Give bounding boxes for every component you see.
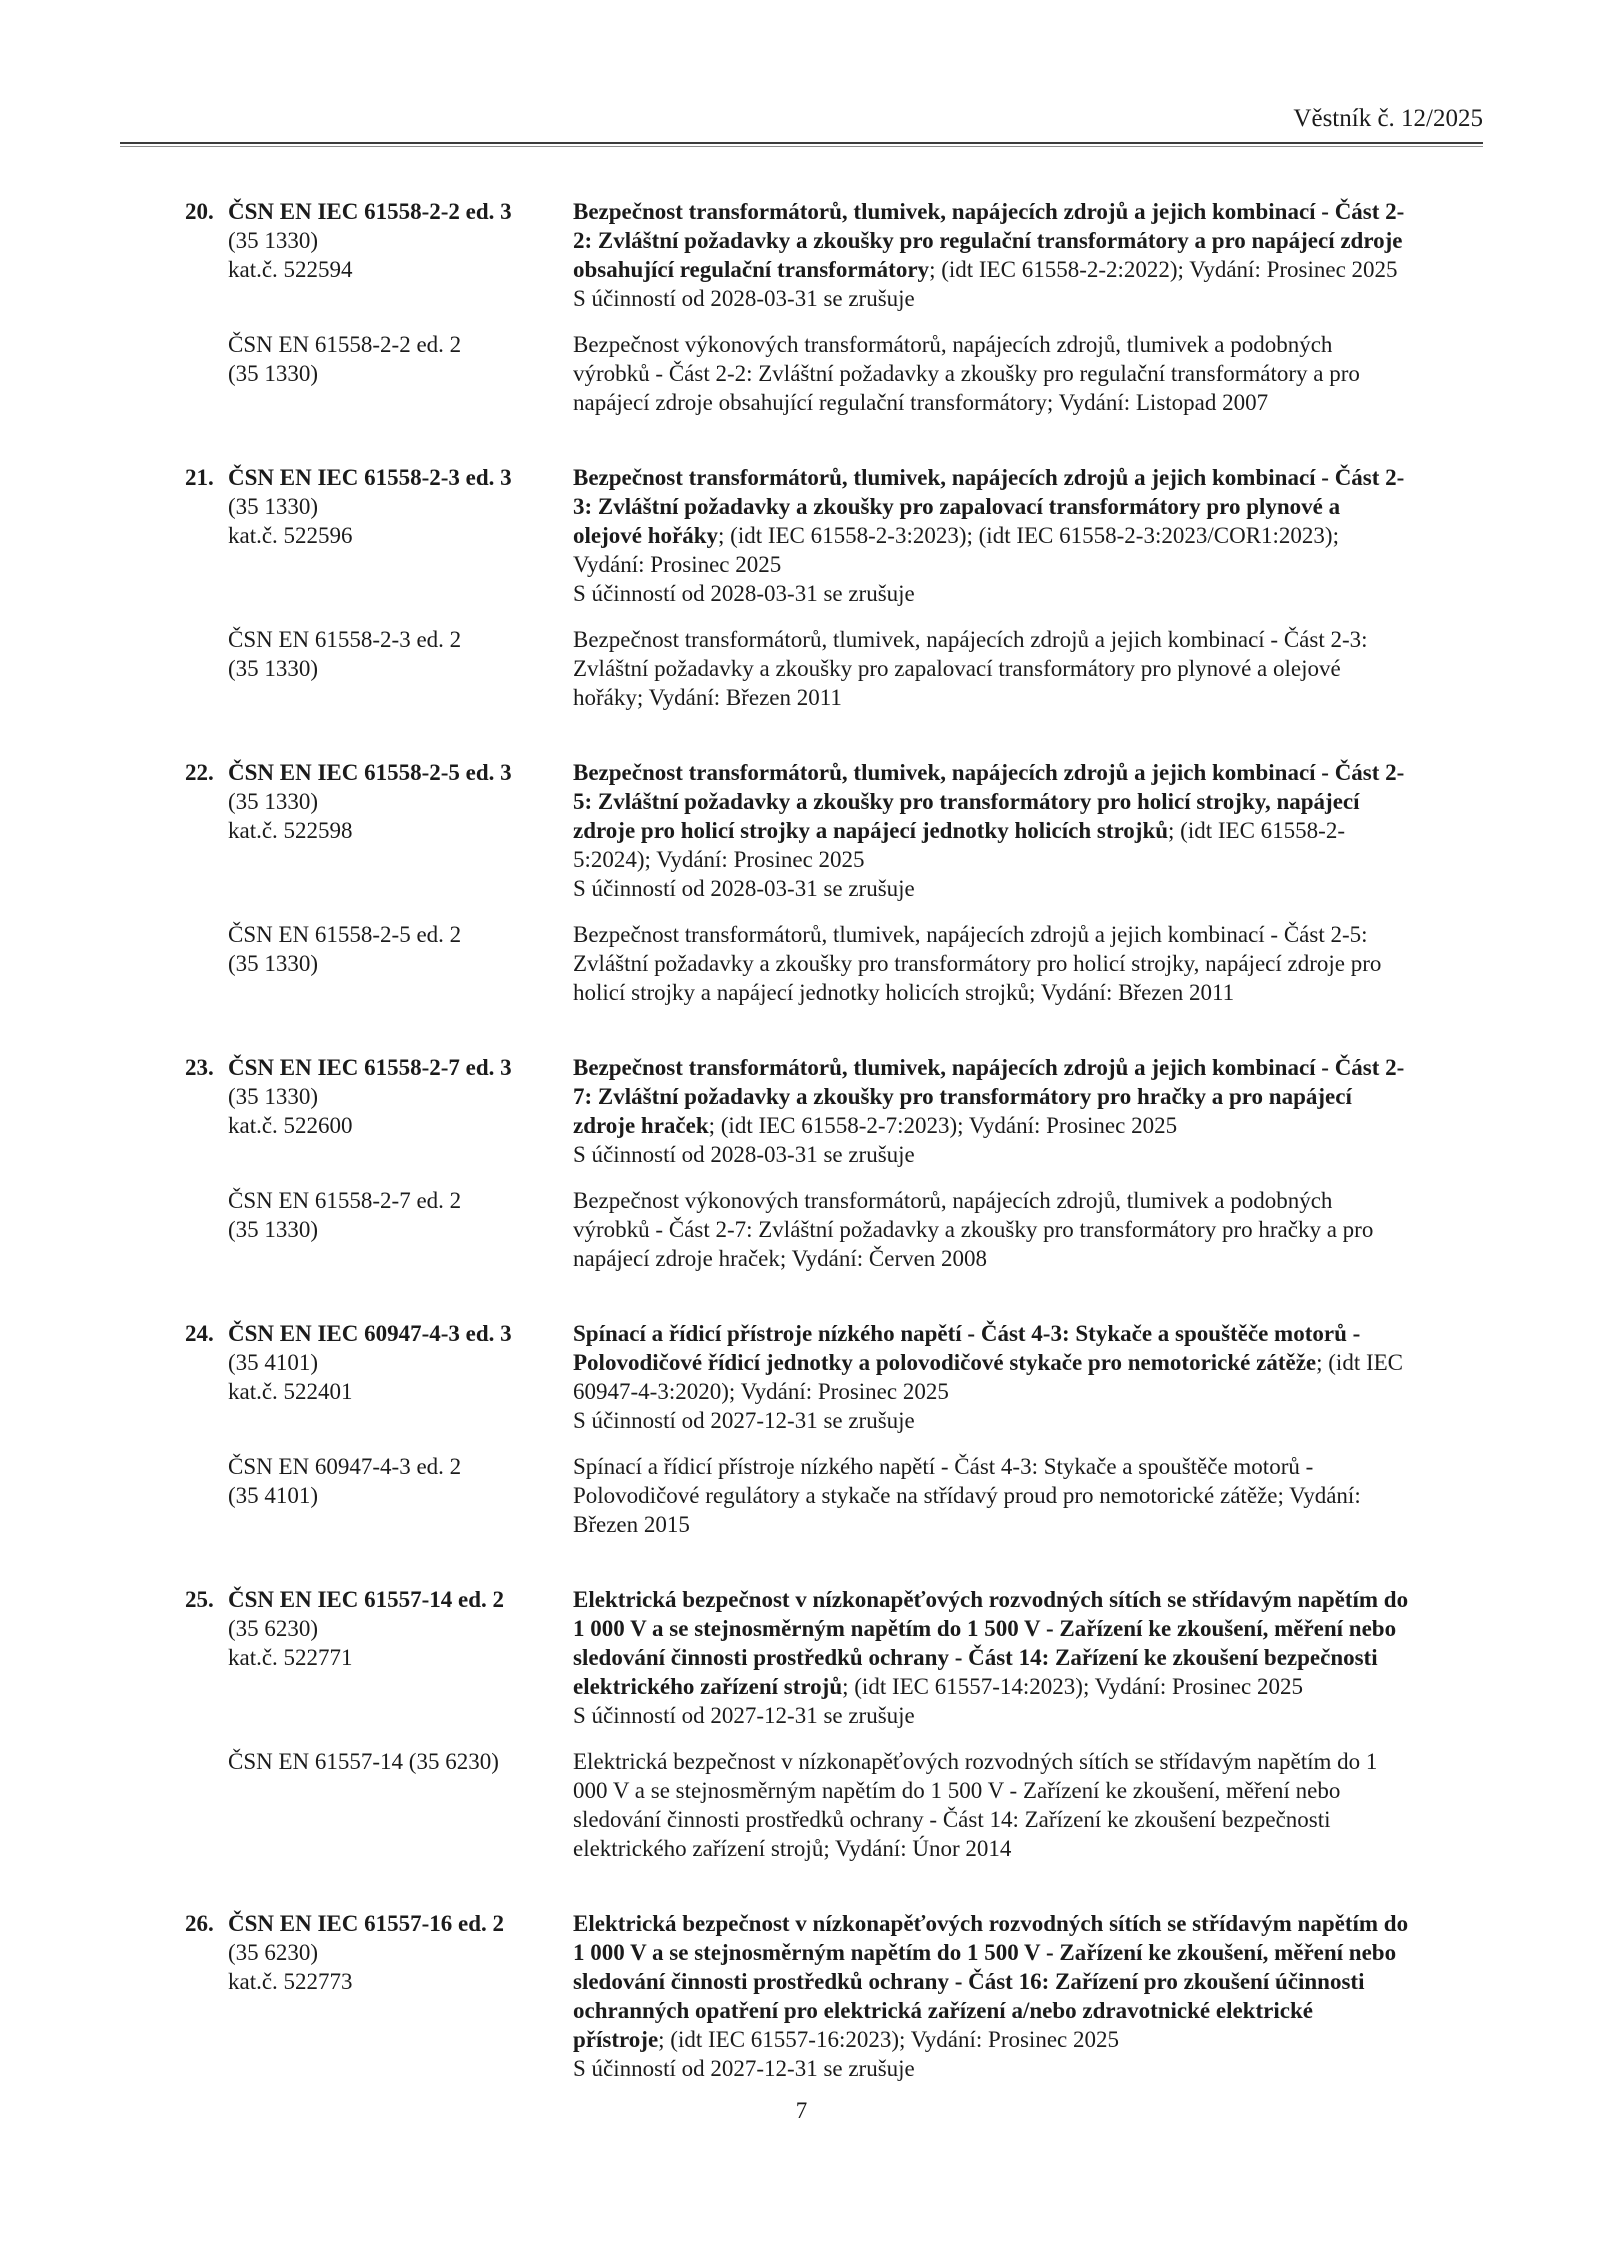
standard-class: (35 1330) — [228, 494, 319, 519]
entry-left-column — [228, 1909, 573, 2083]
entry-main-row — [120, 463, 1483, 608]
replaced-right-column — [573, 1186, 1483, 1273]
header-rule — [120, 142, 1483, 147]
standard-id: ČSN EN IEC 60947-4-3 ed. 3 — [228, 1321, 512, 1346]
standard-title — [573, 758, 1410, 874]
replaced-standard-id: ČSN EN 61558-2-2 ed. 2 — [228, 332, 462, 357]
effective-note: S účinností od 2028-03-31 se zrušuje — [573, 286, 915, 311]
replaced-left-column — [228, 1452, 573, 1539]
standard-entry — [120, 1319, 1483, 1539]
replaced-standard-row — [120, 1186, 1483, 1273]
replaced-left-column — [228, 330, 573, 417]
effective-note: S účinností od 2027-12-31 se zrušuje — [573, 2056, 915, 2081]
replaced-standard-class: (35 1330) — [228, 361, 319, 386]
standard-title-rest: ; (idt IEC 61558-2-5:2024); Vydání: Prosinec 2025 — [573, 818, 1345, 872]
entry-right-column — [573, 1585, 1483, 1730]
standard-title-rest: ; (idt IEC 61558-2-3:2023); (idt IEC 61558-2-3:2023/COR1:2023); Vydání: Prosinec 2025 — [573, 523, 1339, 577]
replaced-left-column — [228, 920, 573, 1007]
standards-list — [120, 197, 1483, 2083]
entry-left-column — [228, 758, 573, 903]
replaced-description: Elektrická bezpečnost v nízkonapěťových rozvodných sítích se střídavým napětím do 1 000 V a se stejnosměrným napětím do 1 500 V - Zařízení ke zkoušení, měření nebo sledování činnosti prostředků ochrany - Část 14: Zařízení ke zkoušení bezpečnosti elektrického zařízení strojů; Vydání: Únor 2014 — [573, 1749, 1378, 1861]
catalog-number: kat.č. 522401 — [228, 1379, 353, 1404]
standard-class: (35 6230) — [228, 1940, 319, 1965]
replaced-right-column — [573, 1452, 1483, 1539]
entry-number: 21. — [185, 465, 214, 490]
standard-title-rest: ; (idt IEC 61557-16:2023); Vydání: Prosinec 2025 — [658, 2027, 1119, 2052]
replaced-standard-row — [120, 625, 1483, 712]
effective-note: S účinností od 2027-12-31 se zrušuje — [573, 1408, 915, 1433]
replaced-right-column — [573, 625, 1483, 712]
standard-entry — [120, 463, 1483, 712]
standard-title — [573, 1585, 1410, 1701]
standard-id: ČSN EN IEC 61558-2-3 ed. 3 — [228, 465, 512, 490]
standard-class: (35 6230) — [228, 1616, 319, 1641]
entry-right-column — [573, 197, 1483, 313]
standard-title-bold: Elektrická bezpečnost v nízkonapěťových rozvodných sítích se střídavým napětím do 1 000 V a se stejnosměrným napětím do 1 500 V - Zařízení ke zkoušení, měření nebo sledování činnosti prostředků ochrany - Část 14: Zařízení ke zkoušení bezpečnosti elektrického zařízení strojů — [573, 1587, 1409, 1699]
entry-number: 24. — [185, 1321, 214, 1346]
standard-title-bold: Bezpečnost transformátorů, tlumivek, napájecích zdrojů a jejich kombinací - Část 2-3: Zvláštní požadavky a zkoušky pro zapalovací transformátory pro plynové a olejové hořáky — [573, 465, 1405, 548]
standard-id: ČSN EN IEC 61558-2-5 ed. 3 — [228, 760, 512, 785]
effective-note: S účinností od 2027-12-31 se zrušuje — [573, 1703, 915, 1728]
entry-number: 26. — [185, 1911, 214, 1936]
replaced-left-column — [228, 1186, 573, 1273]
catalog-number: kat.č. 522600 — [228, 1113, 353, 1138]
entry-right-column — [573, 1909, 1483, 2083]
standard-id: ČSN EN IEC 61558-2-7 ed. 3 — [228, 1055, 512, 1080]
entry-left-column — [228, 1585, 573, 1730]
replaced-standard-id: ČSN EN 61558-2-7 ed. 2 — [228, 1188, 462, 1213]
entry-left-column — [228, 1319, 573, 1435]
effective-note: S účinností od 2028-03-31 se zrušuje — [573, 581, 915, 606]
replaced-standard-class: (35 4101) — [228, 1483, 319, 1508]
replaced-right-column — [573, 1747, 1483, 1863]
standard-entry — [120, 1585, 1483, 1863]
replaced-description: Bezpečnost výkonových transformátorů, napájecích zdrojů, tlumivek a podobných výrobků - Část 2-7: Zvláštní požadavky a zkoušky pro transformátory pro hračky a pro napájecí zdroje hraček; Vydání: Červen 2008 — [573, 1188, 1374, 1271]
standard-id: ČSN EN IEC 61558-2-2 ed. 3 — [228, 199, 512, 224]
standard-title-rest: ; (idt IEC 61558-2-2:2022); Vydání: Prosinec 2025 — [929, 257, 1398, 282]
standard-class: (35 1330) — [228, 1084, 319, 1109]
replaced-left-column — [228, 625, 573, 712]
replaced-standard-row — [120, 330, 1483, 417]
replaced-description: Spínací a řídicí přístroje nízkého napětí - Část 4-3: Stykače a spouštěče motorů - Polovodičové regulátory a stykače na střídavý proud pro nemotorické zátěže; Vydání: Březen 2015 — [573, 1454, 1361, 1537]
standard-title-bold: Elektrická bezpečnost v nízkonapěťových rozvodných sítích se střídavým napětím do 1 000 V a se stejnosměrným napětím do 1 500 V - Zařízení ke zkoušení, měření nebo sledování činnosti prostředků ochrany - Část 16: Zařízení pro zkoušení účinnosti ochranných opatření pro elektrická zařízení a/nebo zdravotnické elektrické přístroje — [573, 1911, 1409, 2052]
entry-left-column — [228, 1053, 573, 1169]
standard-title — [573, 197, 1410, 284]
replaced-standard-id: ČSN EN 61558-2-5 ed. 2 — [228, 922, 462, 947]
entry-left-column — [228, 197, 573, 313]
entry-main-row — [120, 1319, 1483, 1435]
entry-number: 23. — [185, 1055, 214, 1080]
standard-title-rest: ; (idt IEC 60947-4-3:2020); Vydání: Prosinec 2025 — [573, 1350, 1404, 1404]
entry-right-column — [573, 463, 1483, 608]
entry-main-row — [120, 1585, 1483, 1730]
replaced-standard-class: (35 1330) — [228, 951, 319, 976]
entry-main-row — [120, 758, 1483, 903]
entry-right-column — [573, 758, 1483, 903]
effective-note: S účinností od 2028-03-31 se zrušuje — [573, 876, 915, 901]
entry-number-spacer — [120, 1186, 228, 1273]
replaced-standard-row — [120, 1452, 1483, 1539]
standard-title-rest: ; (idt IEC 61558-2-7:2023); Vydání: Prosinec 2025 — [708, 1113, 1178, 1138]
standard-title-rest: ; (idt IEC 61557-14:2023); Vydání: Prosinec 2025 — [842, 1674, 1303, 1699]
standard-entry — [120, 758, 1483, 1007]
standard-title-bold: Bezpečnost transformátorů, tlumivek, napájecích zdrojů a jejich kombinací - Část 2-2: Zvláštní požadavky a zkoušky pro regulační transformátory a pro napájecí zdroje obsahující regulační transformátory — [573, 199, 1405, 282]
entry-main-row — [120, 1053, 1483, 1169]
standard-title-bold: Bezpečnost transformátorů, tlumivek, napájecích zdrojů a jejich kombinací - Část 2-5: Zvláštní požadavky a zkoušky pro transformátory pro holicí strojky, napájecí zdroje pro holicí strojky a napájecí jednotky holicích strojků — [573, 760, 1405, 843]
catalog-number: kat.č. 522598 — [228, 818, 353, 843]
entry-number: 25. — [185, 1587, 214, 1612]
replaced-left-column — [228, 1747, 573, 1863]
entry-number-spacer — [120, 1747, 228, 1863]
entry-number: 20. — [185, 199, 214, 224]
replaced-standard-id: ČSN EN 60947-4-3 ed. 2 — [228, 1454, 462, 1479]
standard-entry — [120, 197, 1483, 417]
entry-right-column — [573, 1319, 1483, 1435]
entry-number-spacer — [120, 920, 228, 1007]
standard-id: ČSN EN IEC 61557-14 ed. 2 — [228, 1587, 505, 1612]
entry-number-spacer — [120, 330, 228, 417]
entry-number: 22. — [185, 760, 214, 785]
catalog-number: kat.č. 522596 — [228, 523, 353, 548]
replaced-description: Bezpečnost transformátorů, tlumivek, napájecích zdrojů a jejich kombinací - Část 2-3: Zvláštní požadavky a zkoušky pro zapalovací transformátory pro plynové a olejové hořáky; Vydání: Březen 2011 — [573, 627, 1368, 710]
replaced-standard-row — [120, 920, 1483, 1007]
effective-note: S účinností od 2028-03-31 se zrušuje — [573, 1142, 915, 1167]
replaced-standard-id: ČSN EN 61558-2-3 ed. 2 — [228, 627, 462, 652]
standard-title — [573, 1053, 1410, 1140]
standard-title — [573, 1909, 1410, 2054]
catalog-number: kat.č. 522771 — [228, 1645, 353, 1670]
replaced-standard-class: (35 1330) — [228, 656, 319, 681]
replaced-description: Bezpečnost výkonových transformátorů, napájecích zdrojů, tlumivek a podobných výrobků - Část 2-2: Zvláštní požadavky a zkoušky pro regulační transformátory a pro napájecí zdroje obsahující regulační transformátory; Vydání: Listopad 2007 — [573, 332, 1360, 415]
standard-entry — [120, 1909, 1483, 2083]
replaced-standard-id: ČSN EN 61557-14 (35 6230) — [228, 1749, 499, 1774]
page-header: Věstník č. 12/2025 — [1293, 105, 1483, 132]
standard-id: ČSN EN IEC 61557-16 ed. 2 — [228, 1911, 505, 1936]
entry-right-column — [573, 1053, 1483, 1169]
replaced-right-column — [573, 920, 1483, 1007]
catalog-number: kat.č. 522594 — [228, 257, 353, 282]
entry-main-row — [120, 1909, 1483, 2083]
standard-title-bold: Bezpečnost transformátorů, tlumivek, napájecích zdrojů a jejich kombinací - Část 2-7: Zvláštní požadavky a zkoušky pro transformátory pro hračky a pro napájecí zdroje hraček — [573, 1055, 1405, 1138]
standard-entry — [120, 1053, 1483, 1273]
page-number: 7 — [795, 2098, 808, 2123]
replaced-standard-class: (35 1330) — [228, 1217, 319, 1242]
entry-number-spacer — [120, 625, 228, 712]
replaced-standard-row — [120, 1747, 1483, 1863]
replaced-description: Bezpečnost transformátorů, tlumivek, napájecích zdrojů a jejich kombinací - Část 2-5: Zvláštní požadavky a zkoušky pro transformátory pro holicí strojky, napájecí zdroje pro holicí strojky a napájecí jednotky holicích strojků; Vydání: Březen 2011 — [573, 922, 1382, 1005]
entry-left-column — [228, 463, 573, 608]
entry-number-spacer — [120, 1452, 228, 1539]
standard-class: (35 1330) — [228, 228, 319, 253]
standard-class: (35 1330) — [228, 789, 319, 814]
catalog-number: kat.č. 522773 — [228, 1969, 353, 1994]
standard-class: (35 4101) — [228, 1350, 319, 1375]
standard-title — [573, 1319, 1410, 1406]
replaced-right-column — [573, 330, 1483, 417]
standard-title-bold: Spínací a řídicí přístroje nízkého napětí - Část 4-3: Stykače a spouštěče motorů - Polovodičové řídicí jednotky a polovodičové stykače pro nemotorické zátěže — [573, 1321, 1361, 1375]
entry-main-row — [120, 197, 1483, 313]
standard-title — [573, 463, 1410, 579]
